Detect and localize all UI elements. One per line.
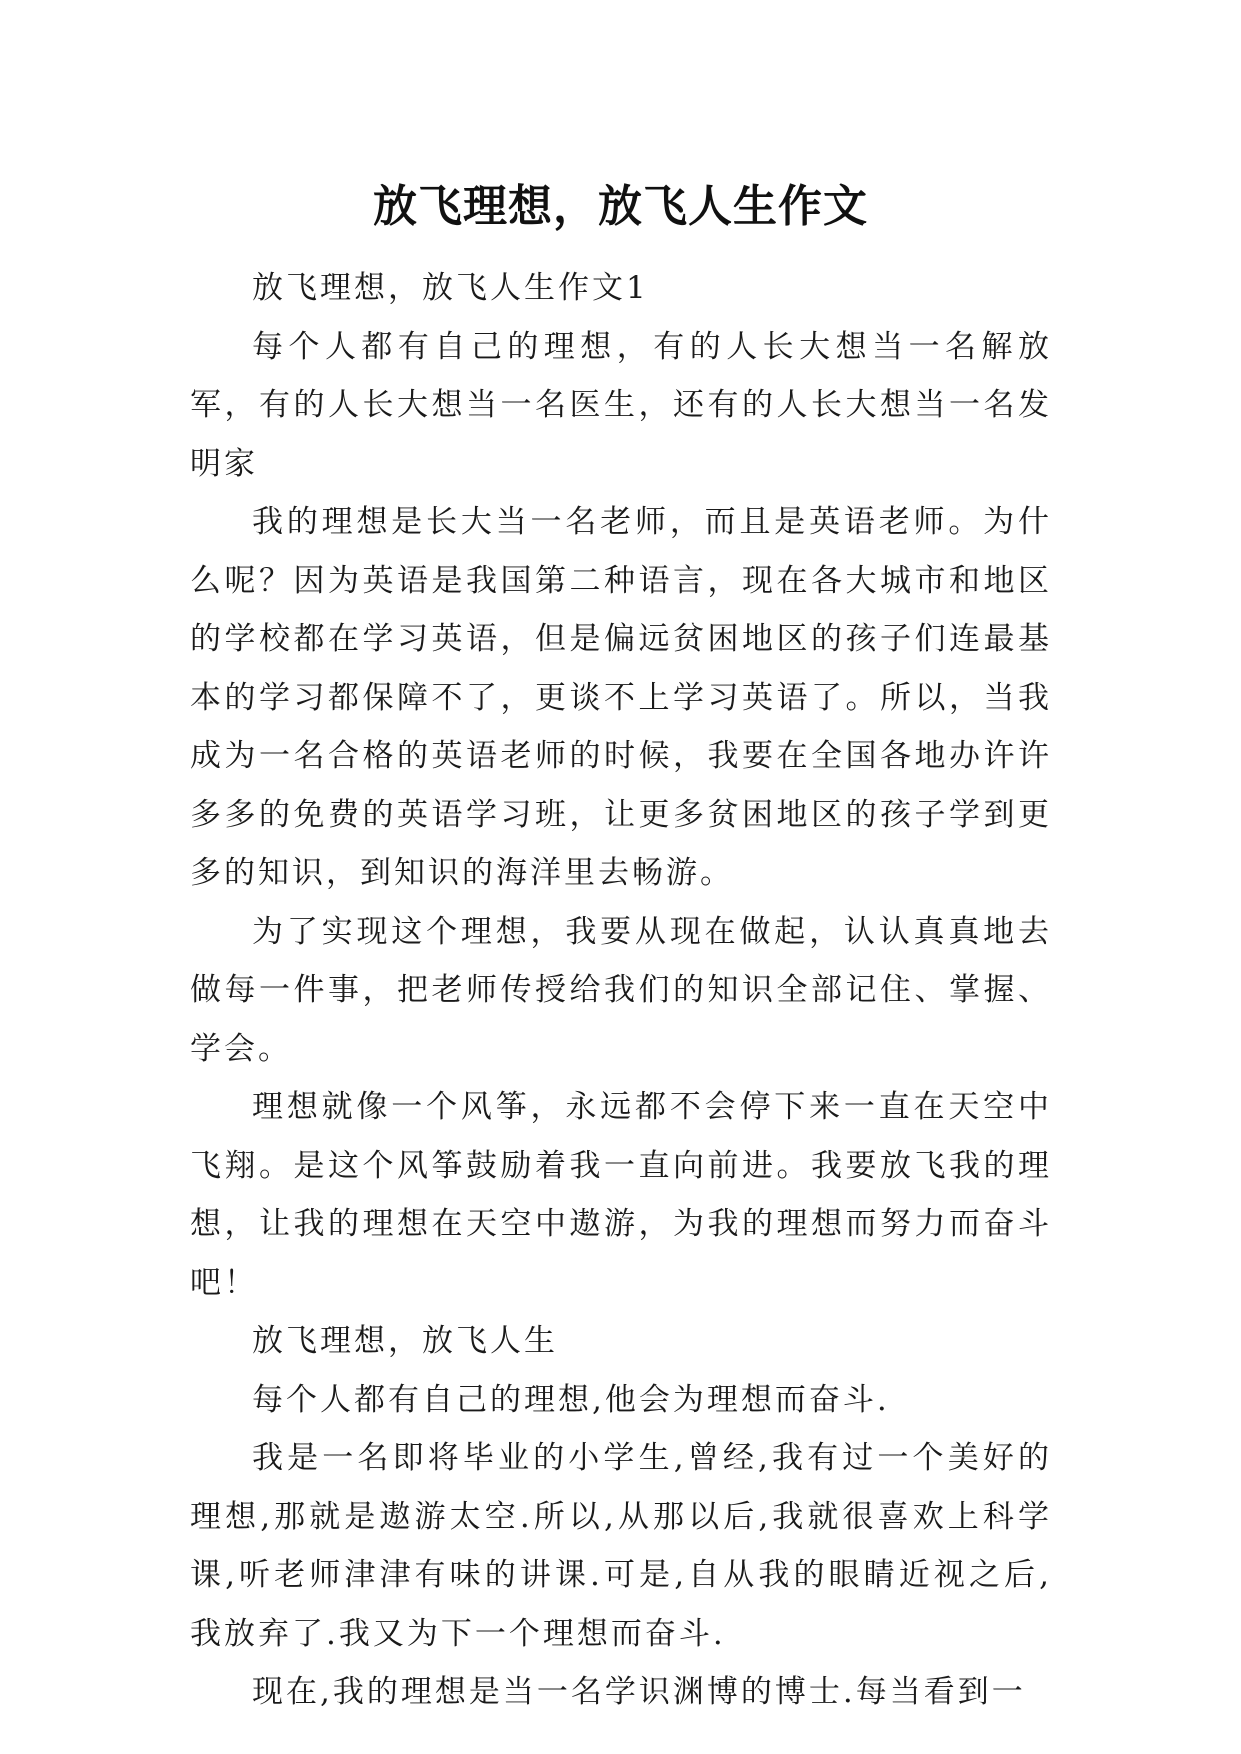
paragraph-heading-1: 放飞理想，放飞人生作文1 bbox=[252, 270, 649, 306]
paragraph: 理想就像一个风筝，永远都不会停下来一直在天空中飞翔。是这个风筝鼓励着我一直向前进。我要放飞我的理想，让我的理想在天空中遨游，为我的理想而努力而奋斗吧！ bbox=[190, 1089, 1052, 1301]
document-title: 放飞理想，放飞人生作文 bbox=[373, 181, 868, 233]
paragraph-heading-2: 放飞理想，放飞人生 bbox=[252, 1323, 558, 1359]
paragraph: 现在,我的理想是当一名学识渊博的博士.每当看到一 bbox=[252, 1674, 1026, 1710]
paragraph: 每个人都有自己的理想，有的人长大想当一名解放军，有的人长大想当一名医生，还有的人长大想当一名发明家 bbox=[190, 328, 1052, 482]
document-body bbox=[190, 259, 1052, 1722]
paragraph: 我是一名即将毕业的小学生,曾经,我有过一个美好的理想,那就是遨游太空.所以,从那以后,我就很喜欢上科学课,听老师津津有味的讲课.可是,自从我的眼睛近视之后,我放弃了.我又为下一个理想而奋斗. bbox=[190, 1440, 1052, 1652]
paragraph: 为了实现这个理想，我要从现在做起，认认真真地去做每一件事，把老师传授给我们的知识全部记住、掌握、学会。 bbox=[190, 913, 1052, 1067]
paragraph: 我的理想是长大当一名老师，而且是英语老师。为什么呢？因为英语是我国第二种语言，现在各大城市和地区的学校都在学习英语，但是偏远贫困地区的孩子们连最基本的学习都保障不了，更谈不上学习英语了。所以，当我成为一名合格的英语老师的时候，我要在全国各地办许许多多的免费的英语学习班，让更多贫困地区的孩子学到更多的知识，到知识的海洋里去畅游。 bbox=[190, 504, 1052, 891]
paragraph: 每个人都有自己的理想,他会为理想而奋斗. bbox=[252, 1381, 890, 1418]
